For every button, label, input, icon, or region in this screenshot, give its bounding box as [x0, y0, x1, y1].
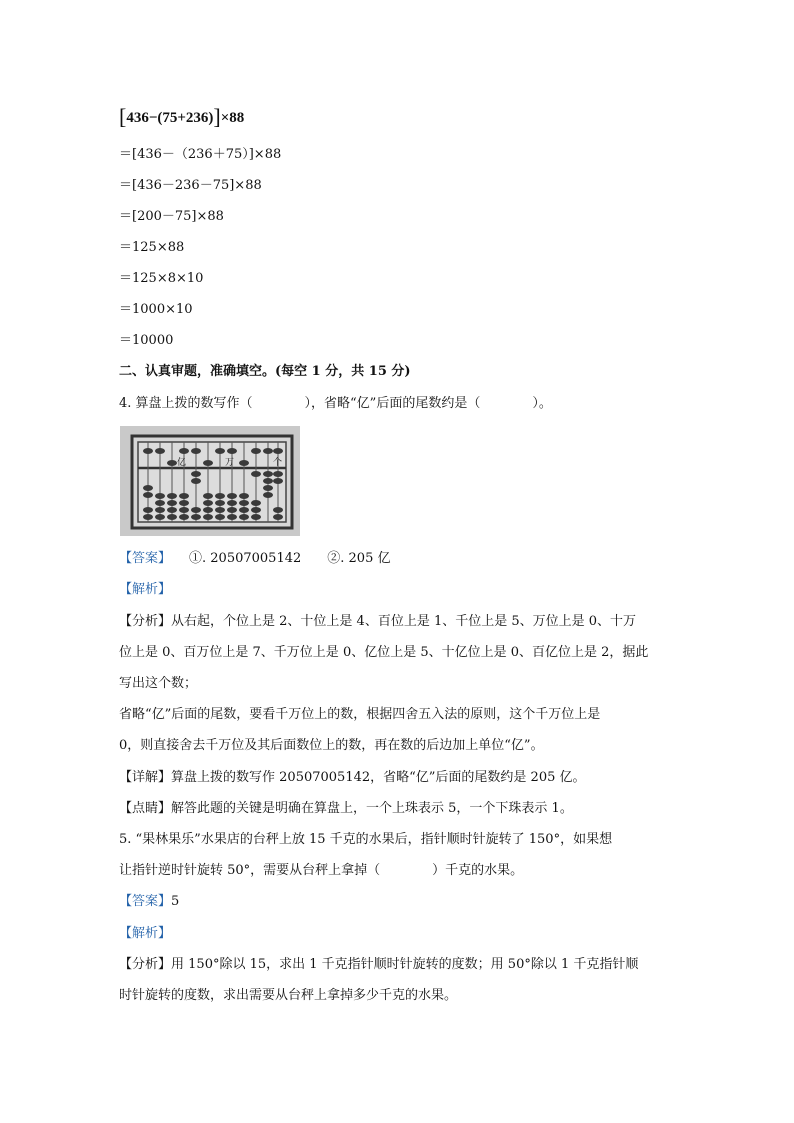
step-5: ＝125×8×10: [119, 271, 204, 286]
q5-analysis-tag: 【解析】: [119, 926, 172, 941]
q4-fenxi-line-4: 省略“亿”后面的尾数，要看千万位上的数，根据四舍五入法的原则，这个千万位上是: [119, 707, 601, 722]
step-4: ＝125×88: [119, 240, 185, 255]
step-3: ＝[200－75]×88: [119, 209, 224, 224]
abacus-label-ge: 个: [273, 458, 283, 468]
expression-inner: 436−(75+236): [126, 110, 214, 126]
q4-fenxi-line-2: 位上是 0、百万位上是 7、千万位上是 0、亿位上是 5、十亿位上是 0、百亿位上是 2，据此: [119, 645, 649, 660]
fenxi-tag: 【分析】: [119, 614, 172, 629]
step-6: ＝1000×10: [119, 302, 193, 317]
expression-title: [119, 106, 244, 127]
xiangjie-tag: 【详解】: [119, 770, 172, 785]
q5-fenxi-tag: 【分析】: [119, 957, 172, 972]
right-bracket: ]: [213, 104, 221, 129]
fenxi-text-1: 从右起，个位上是 2、十位上是 4、百位上是 1、千位上是 5、万位上是 0、十万: [171, 614, 637, 629]
abacus-label-yi: 亿: [177, 458, 187, 468]
q4-fenxi-line-3: 写出这个数；: [119, 676, 198, 691]
answer-text: ①. 20507005142 ②. 205 亿: [189, 551, 391, 566]
q5-fenxi-line-2: 时针旋转的度数，求出需要从台秤上拿掉多少千克的水果。: [119, 988, 458, 1003]
q4-analysis-tag: 【解析】: [119, 582, 172, 597]
q5-fenxi-text-1: 用 150°除以 15，求出 1 千克指针顺时针旋转的度数；用 50°除以 1 千克指针顺: [171, 957, 639, 972]
step-1: ＝[436－（236＋75）]×88: [119, 147, 282, 162]
q5-fenxi-line-1: [119, 956, 638, 974]
q5-answer: [119, 893, 179, 911]
q4-dianjing: [119, 800, 573, 818]
expression-tail: ×88: [220, 110, 245, 126]
q4-answer: [119, 550, 390, 568]
question-5-line-2: 让指针逆时针旋转 50°，需要从台秤上拿掉（ ）千克的水果。: [119, 863, 524, 878]
step-2: ＝[436－236－75]×88: [119, 178, 262, 193]
question-4-text: 4. 算盘上拨的数写作（ ），省略“亿”后面的尾数约是（ ）。: [119, 396, 552, 411]
question-5-line-1: 5. “果林果乐”水果店的台秤上放 15 千克的水果后，指针顺时针旋转了 150°，如果想: [119, 832, 613, 847]
abacus-image: [120, 426, 300, 536]
q4-xiangjie: [119, 769, 586, 787]
step-7: ＝10000: [119, 333, 174, 348]
q4-fenxi-line-5: 0，则直接舍去千万位及其后面数位上的数，再在数的后边加上单位“亿”。: [119, 738, 544, 753]
abacus-label-wan: 万: [225, 458, 235, 468]
q5-answer-text: 5: [171, 894, 180, 909]
left-bracket: [: [119, 104, 127, 129]
dianjing-tag: 【点睛】: [119, 801, 172, 816]
section-heading: 二、认真审题，准确填空。(每空 1 分，共 15 分): [119, 364, 411, 379]
answer-tag: 【答案】: [119, 551, 172, 566]
q5-answer-tag: 【答案】: [119, 894, 172, 909]
q4-fenxi-line-1: [119, 613, 636, 631]
dianjing-text: 解答此题的关键是明确在算盘上，一个上珠表示 5，一个下珠表示 1。: [171, 801, 573, 816]
xiangjie-text: 算盘上拨的数写作 20507005142，省略“亿”后面的尾数约是 205 亿。: [171, 770, 586, 785]
